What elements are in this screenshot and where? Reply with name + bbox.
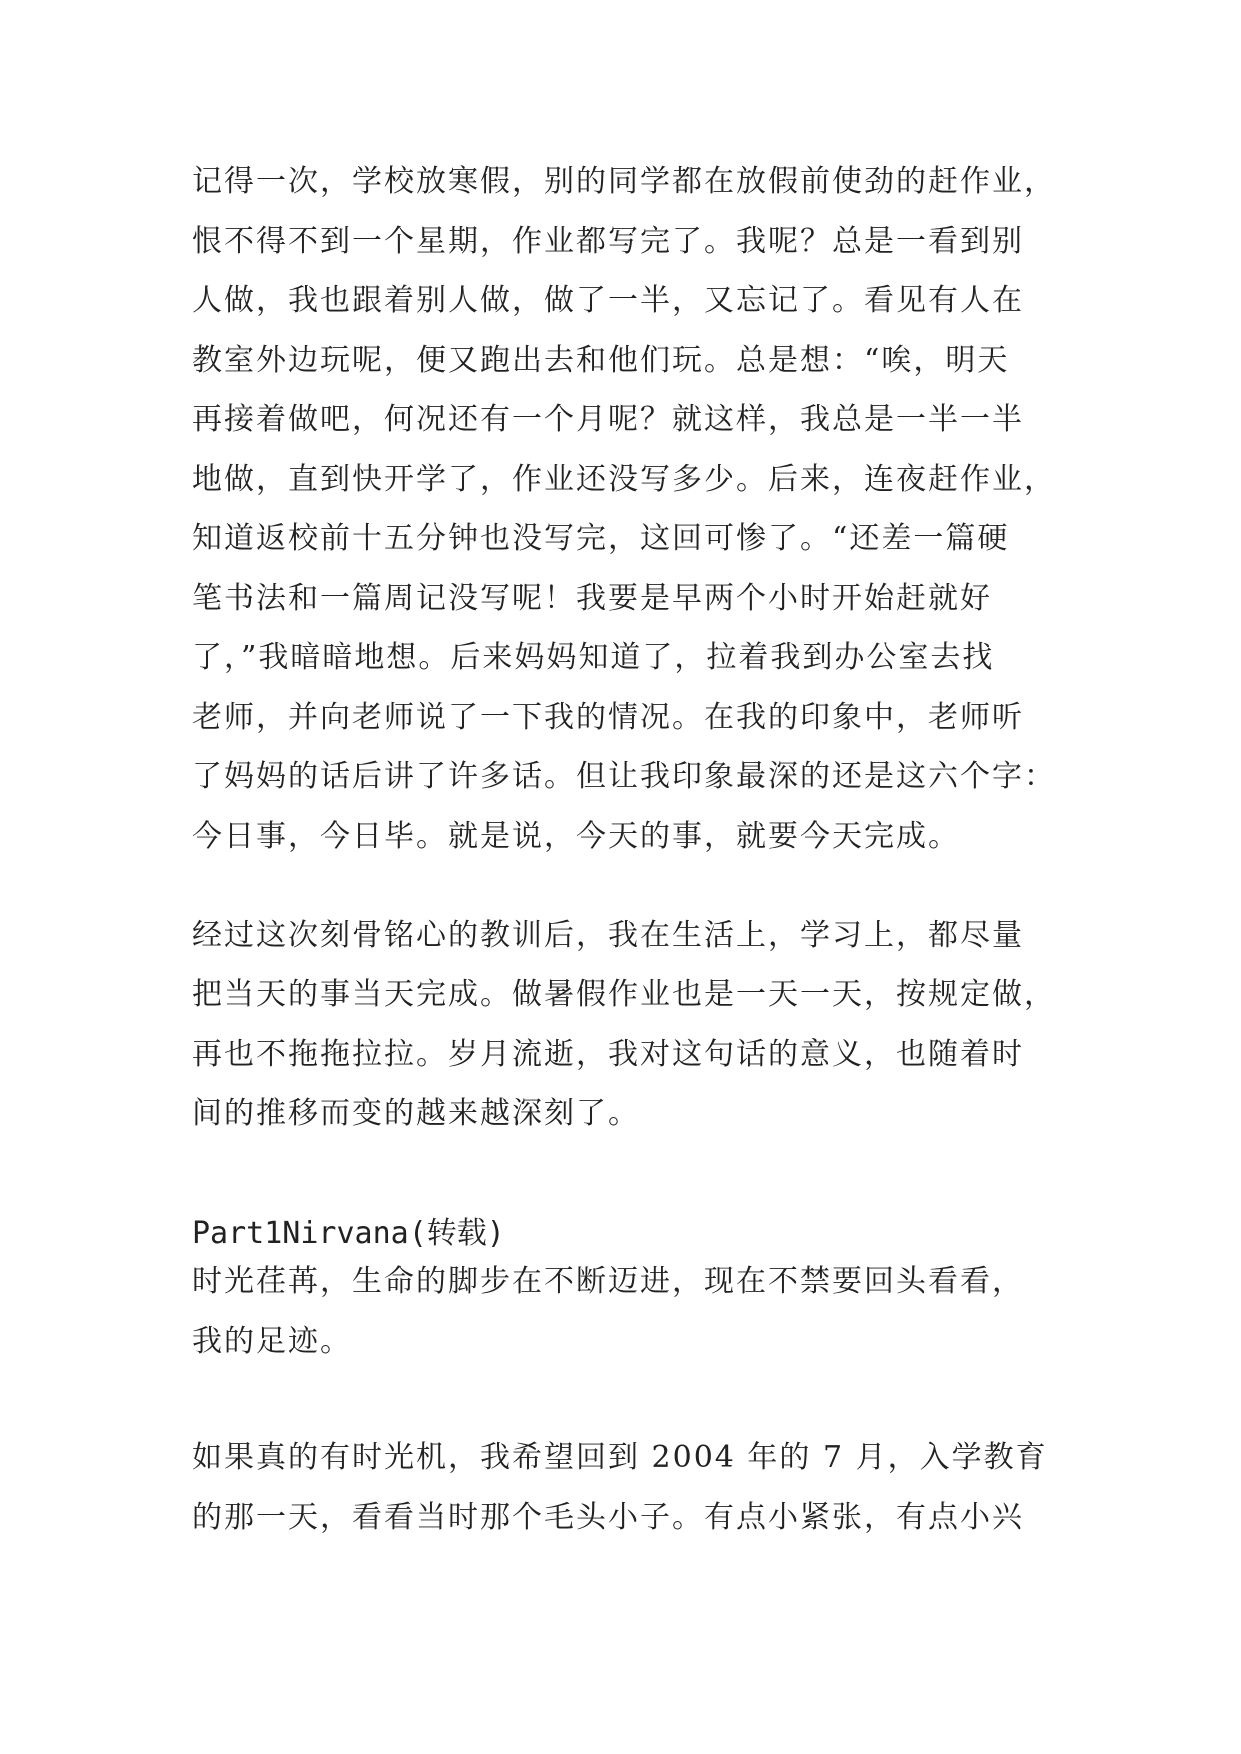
- paragraph-1-line-4: 教室外边玩呢，便又跑出去和他们玩。总是想：“唉，明天: [192, 343, 1010, 378]
- section-heading: Part1Nirvana(转载): [192, 1216, 505, 1251]
- paragraph-1-line-1: 记得一次，学校放寒假，别的同学都在放假前使劲的赶作业，: [192, 164, 1056, 199]
- paragraph-1-line-3: 人做，我也跟着别人做，做了一半，又忘记了。看见有人在: [192, 283, 1024, 318]
- paragraph-1-line-10: 老师，并向老师说了一下我的情况。在我的印象中，老师听: [192, 700, 1024, 735]
- paragraph-1-line-6: 地做，直到快开学了，作业还没写多少。后来，连夜赶作业，: [192, 462, 1056, 497]
- paragraph-1-line-8: 笔书法和一篇周记没写呢！我要是早两个小时开始赶就好: [192, 581, 992, 616]
- paragraph-1-line-11: 了妈妈的话后讲了许多话。但让我印象最深的还是这六个字：: [192, 759, 1056, 794]
- paragraph-4-line-1: 如果真的有时光机，我希望回到 2004 年的 7 月，入学教育: [192, 1440, 1048, 1475]
- paragraph-4-line-2: 的那一天，看看当时那个毛头小子。有点小紧张，有点小兴: [192, 1500, 1024, 1535]
- paragraph-1-line-9: 了，”我暗暗地想。后来妈妈知道了，拉着我到办公室去找: [192, 640, 995, 675]
- paragraph-2-line-4: 间的推移而变的越来越深刻了。: [192, 1096, 640, 1131]
- paragraph-1-line-12: 今日事，今日毕。就是说，今天的事，就要今天完成。: [192, 819, 960, 854]
- paragraph-1-line-5: 再接着做吧，何况还有一个月呢？就这样，我总是一半一半: [192, 402, 1024, 437]
- paragraph-3-line-2: 我的足迹。: [192, 1324, 352, 1359]
- paragraph-2-line-3: 再也不拖拖拉拉。岁月流逝，我对这句话的意义，也随着时: [192, 1037, 1024, 1072]
- paragraph-1-line-2: 恨不得不到一个星期，作业都写完了。我呢？总是一看到别: [192, 224, 1024, 259]
- paragraph-2-line-1: 经过这次刻骨铭心的教训后，我在生活上，学习上，都尽量: [192, 918, 1024, 953]
- paragraph-2-line-2: 把当天的事当天完成。做暑假作业也是一天一天，按规定做，: [192, 977, 1056, 1012]
- paragraph-3-line-1: 时光荏苒，生命的脚步在不断迈进，现在不禁要回头看看，: [192, 1264, 1024, 1299]
- paragraph-1-line-7: 知道返校前十五分钟也没写完，这回可惨了。“还差一篇硬: [192, 521, 1010, 556]
